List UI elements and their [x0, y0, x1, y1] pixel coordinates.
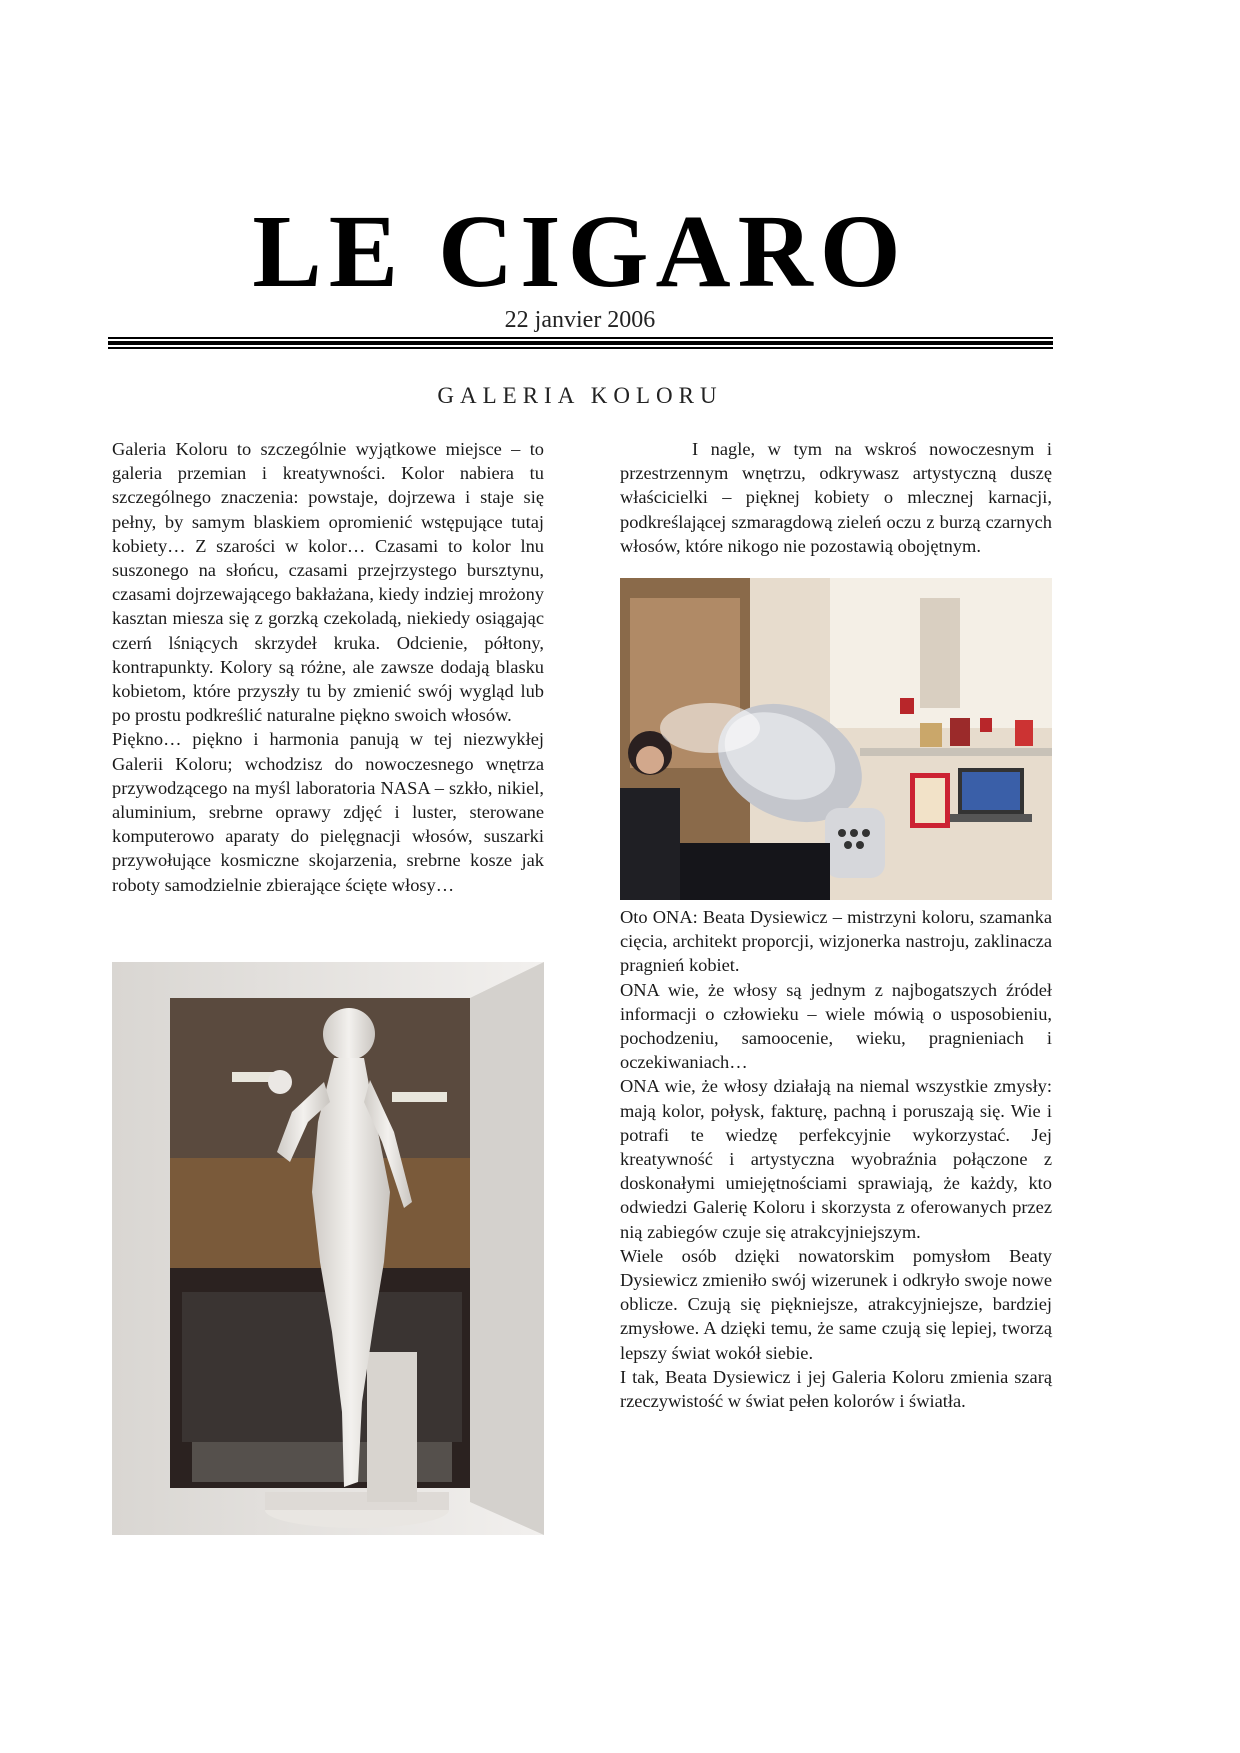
left-paragraph-1: Galeria Koloru to szczególnie wyjątkowe miejsce – to galeria przemian i kreatywności. Kolor nabiera tu szczególnego znaczenia: powstaje, dojrzewa i staje się pełny, by samym blaskiem opromienić wstępujące tutaj kobiety… Z szarości w kolor… Czasami to kolor lnu suszonego na słońcu, czasami przejrzystego bursztynu, czasami dojrzewającego bakłażana, kiedy indziej mrożony kasztan miesza się z gorzką czekoladą, niekiedy osiągając czerń lśniących skrzydeł kruka. Odcienie, półtony, kontrapunkty. Kolory są różne, ale zawsze dodają blasku kobietom, które przyszły tu by zmienić swój wygląd lub po prostu podkreślić naturalne piękno swoich włosów.: [112, 439, 544, 726]
right-paragraph-2: ONA wie, że włosy są jednym z najbogatszych źródeł informacji o człowieku – wiele mówią o usposobieniu, pochodzeniu, samoocenie, wieku, pragnieniach i oczekiwaniach…: [620, 979, 1052, 1073]
right-paragraph-4: Wiele osób dzięki nowatorskim pomysłom Beaty Dysiewicz zmieniło swój wizerunek i odkryło swoje nowe oblicze. Czują się piękniejsze, atrakcyjniejsze, bardziej zmysłowe. A dzięki temu, że same czują się lepiej, tworzą lepszy świat wokół siebie.: [620, 1245, 1052, 1363]
left-column: [112, 437, 544, 897]
statue-photo: [112, 962, 544, 1535]
salon-photo: [620, 578, 1052, 900]
masthead-title: LE CIGARO: [252, 194, 908, 309]
right-intro: [620, 437, 1052, 558]
right-paragraph-3: ONA wie, że włosy działają na niemal wszystkie zmysły: mają kolor, połysk, fakturę, pachną i poruszają się. Wie i potrafi te wiedzę perfekcyjnie wykorzystać. Jej kreatywność i artystyczna wyobraźnia połączone z doskonałymi umiejętnościami sprawiają, że każdy, kto odwiedzi Galerię Koloru i skorzysta z oferowanych przez nią zabiegów czuje się atrakcyjniejszym.: [620, 1076, 1052, 1242]
left-paragraph-2: Piękno… piękno i harmonia panują w tej niezwykłej Galerii Koloru; wchodzisz do nowoczesnego wnętrza przywodzącego na myśl laboratoria NASA – szkło, nikiel, aluminium, srebrne oprawy zdjęć i luster, sterowane komputerowo aparaty do pielęgnacji włosów, suszarki przywołujące kosmiczne skojarzenia, srebrne kosze jak roboty samodzielnie zbierające ścięte włosy…: [112, 729, 544, 895]
right-paragraph-1: Oto ONA: Beata Dysiewicz – mistrzyni koloru, szamanka cięcia, architekt proporcji, wizjonerka nastroju, zaklinacza pragnień kobiet.: [620, 907, 1052, 976]
right-intro-paragraph: I nagle, w tym na wskroś nowoczesnym i przestrzennym wnętrzu, odkrywasz artystyczną duszę właścicielki – pięknej kobiety o mlecznej karnacji, podkreślającej szmaragdową zieleń oczu z burzą czarnych włosów, które nikogo nie pozostawią obojętnym.: [620, 439, 1052, 556]
issue-date: 22 janvier 2006: [504, 307, 656, 333]
masthead-rules: [108, 337, 1053, 351]
right-paragraph-5: I tak, Beata Dysiewicz i jej Galeria Koloru zmienia szarą rzeczywistość w świat pełen kolorów i światła.: [620, 1366, 1052, 1412]
section-title: GALERIA KOLORU: [437, 383, 723, 408]
right-column: [620, 905, 1052, 1413]
